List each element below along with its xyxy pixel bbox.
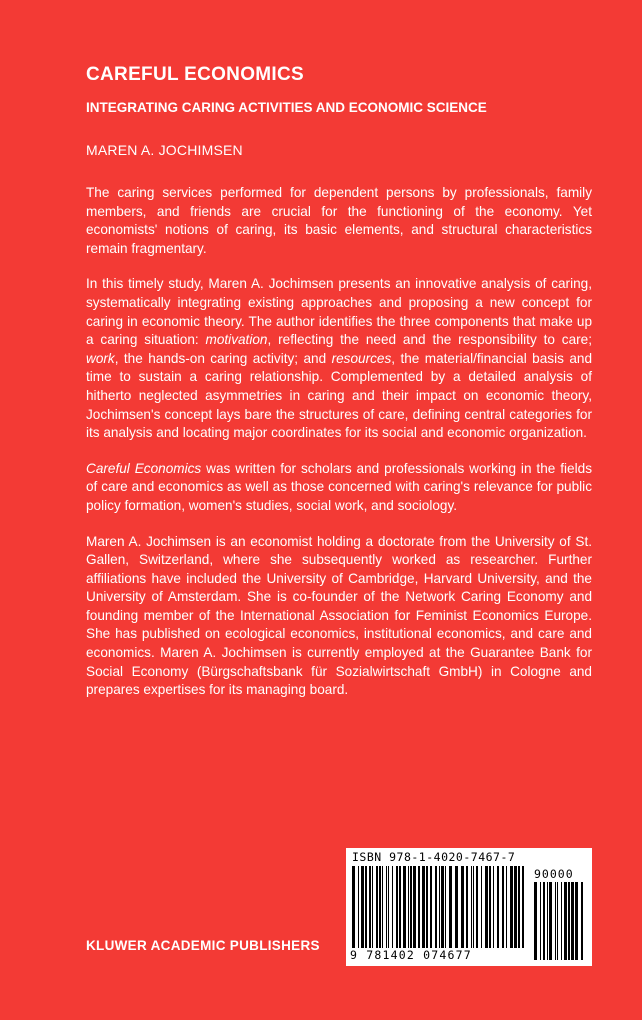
barcode-bar <box>581 882 583 960</box>
barcode-bar <box>455 866 458 948</box>
publisher-name: KLUWER ACADEMIC PUBLISHERS <box>86 938 320 953</box>
barcode-bar <box>547 882 548 960</box>
barcode-bar <box>534 882 537 960</box>
barcode-digits: 9 781402 074677 <box>350 948 472 962</box>
barcode-bar <box>510 866 513 948</box>
barcode-addon-digits: 90000 <box>534 867 574 881</box>
barcode-bar <box>422 866 425 948</box>
barcode-bar <box>497 866 499 948</box>
barcode-bar <box>568 882 570 960</box>
barcode-bar <box>557 882 558 960</box>
p2-motivation: motivation <box>205 332 268 348</box>
barcode-bar <box>564 882 567 960</box>
barcode-bar <box>518 866 520 948</box>
p2-text-b: , reflecting the need and the responsibility to care; <box>267 332 592 348</box>
barcode-bar <box>369 866 371 948</box>
barcode-bar <box>485 866 488 948</box>
barcode-bar <box>540 882 541 960</box>
barcode-bar <box>408 866 409 948</box>
barcode-bar <box>392 866 393 948</box>
book-subtitle: INTEGRATING CARING ACTIVITIES AND ECONOMIC SCIENCE <box>86 100 487 115</box>
p2-work: work <box>86 350 115 366</box>
barcode-bar <box>386 866 387 948</box>
barcode-bar <box>481 866 482 948</box>
barcode-bar <box>365 866 367 948</box>
barcode-bar <box>376 866 378 948</box>
author-name: MAREN A. JOCHIMSEN <box>86 142 243 158</box>
barcode-bar <box>571 882 574 960</box>
barcode-bar <box>399 866 401 948</box>
blurb-paragraph-1: The caring services performed for dependent persons by professionals, family members, and friends are crucial for the functioning of the economy. Yet economists' notions of caring, its basic elements, and structural characteristics remain fragmentary. <box>86 185 592 256</box>
barcode-bar <box>493 866 494 948</box>
barcode-bar <box>506 866 507 948</box>
blurb-paragraph-2 <box>86 275 592 442</box>
barcode-bar <box>476 866 478 948</box>
barcode-bar <box>382 866 383 948</box>
barcode-bar <box>396 866 398 948</box>
barcode-bar <box>489 866 491 948</box>
isbn-barcode <box>346 848 592 966</box>
author-bio: Maren A. Jochimsen is an economist holding a doctorate from the University of St. Gallen, Switzerland, where she subsequently worked as researcher. Further affiliations have included the University of Cambridge, Harvard University, and the University of Amsterdam. She is co-founder of the Network Caring Economy and founding member of the International Association for Feminist Economics Europe. She has published on ecological economics, institutional economics, and care and economics. Maren A. Jochimsen is currently employed at the Guarantee Bank for Social Economy (Bürgschaftsbank für Sozialwirtschaft GmbH) in Cologne and prepares expertises for its managing board. <box>86 533 592 698</box>
barcode-bar <box>502 866 504 948</box>
blurb-paragraph-3 <box>86 460 592 516</box>
barcode-bar <box>543 882 545 960</box>
barcode-bar <box>435 866 437 948</box>
barcode-addon-bars <box>534 882 586 960</box>
barcode-bar <box>522 866 524 948</box>
barcode-bar <box>352 866 355 948</box>
p2-text-a: In this timely study, Maren A. Jochimsen presents an innovative analysis of caring, systematically integrating existing approaches and proposing a new concept for caring in economic theory. The author identifies the three components that make up a caring situation: <box>86 276 592 348</box>
blurb <box>86 184 592 717</box>
barcode-bar <box>561 882 562 960</box>
barcode-bar <box>358 866 359 948</box>
barcode-bar <box>441 866 444 948</box>
isbn-label: ISBN 978-1-4020-7467-7 <box>352 850 516 864</box>
p3-book-title: Careful Economics <box>86 460 202 476</box>
barcode-bar <box>361 866 364 948</box>
barcode-bar <box>379 866 381 948</box>
barcode-bar <box>410 866 412 948</box>
barcode-bar <box>549 882 552 960</box>
barcode-bar <box>575 882 578 960</box>
barcode-bar <box>555 882 556 960</box>
barcode-bar <box>471 866 472 948</box>
p2-text-c: , the hands-on caring activity; and <box>114 350 332 366</box>
barcode-bars <box>352 866 528 948</box>
barcode-bar <box>461 866 464 948</box>
p3-text: was written for scholars and professionals working in the fields of care and economics as well as those concerned with caring's relevance for public policy formation, women's studies, social work, and sociology. <box>86 460 592 513</box>
barcode-bar <box>426 866 428 948</box>
barcode-bar <box>445 866 446 948</box>
p2-resources: resources <box>331 350 392 366</box>
barcode-bar <box>439 866 440 948</box>
barcode-bar <box>466 866 468 948</box>
barcode-bar <box>449 866 452 948</box>
barcode-bar <box>372 866 373 948</box>
barcode-bar <box>473 866 474 948</box>
barcode-bar <box>388 866 389 948</box>
barcode-bar <box>418 866 420 948</box>
barcode-bar <box>514 866 517 948</box>
barcode-bar <box>413 866 416 948</box>
barcode-bar <box>403 866 406 948</box>
book-title: CAREFUL ECONOMICS <box>86 64 304 85</box>
barcode-bar <box>430 866 432 948</box>
p2-text-d: , the material/financial basis and time to sustain a caring relationship. Complemented by a detailed analysis of hitherto neglected asymmetries in caring and their impact on economic theory, Jochimsen's concept lays bare the structures of care, defining central categories for its analysis and locating major coordinates for its social and economic organization. <box>86 350 593 441</box>
